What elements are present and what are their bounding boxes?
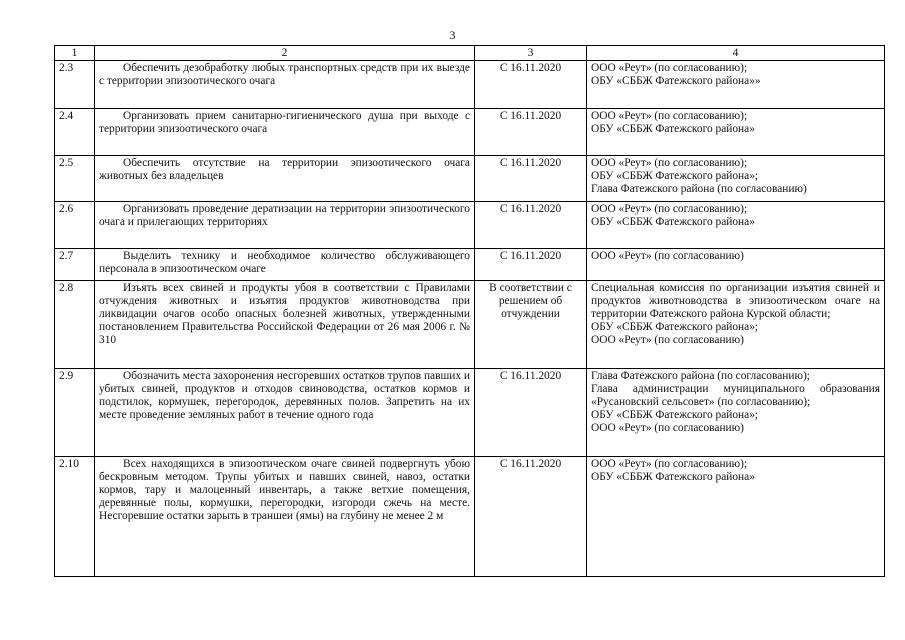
row-task: Выделить технику и необходимое количество обслуживающего персонала в эпизоотическом очаге (95, 249, 475, 281)
responsible-line: Глава Фатежского района (по согласованию); (591, 370, 810, 382)
row-responsible (587, 109, 885, 156)
row-date: С 16.11.2020 (475, 249, 587, 281)
header-cell-2: 2 (95, 46, 475, 61)
row-date: В соответствии с решением об отчуждении (475, 281, 587, 369)
responsible-line: Глава администрации муниципального образования «Русановский сельсовет» (по согласованию); (591, 382, 880, 408)
responsible-line: Специальная комиссия по организации изъятия свиней и продуктов животноводства в эпизоотическом очаге на территории Фатежского района Курской области; (591, 282, 880, 320)
responsible-line: ООО «Реут» (по согласованию) (591, 250, 744, 262)
responsible-line: ООО «Реут» (по согласованию); (591, 203, 748, 215)
row-number: 2.5 (55, 156, 95, 202)
table-row (55, 457, 885, 577)
row-date: С 16.11.2020 (475, 109, 587, 156)
responsible-line: ОБУ «СББЖ Фатежского района»; (591, 320, 759, 333)
row-responsible (587, 281, 885, 369)
row-responsible (587, 202, 885, 249)
header-cell-1: 1 (55, 46, 95, 61)
row-responsible (587, 61, 885, 109)
table-header-row (55, 46, 885, 61)
row-task: Обозначить места захоронения несгоревших остатков трупов павших и убитых свиней, продуктов и отходов свиноводства, остатков кормов и подстилок, кормушек, перегородок, деревянных полов. Запретить на их месте проведение земляных работ в течение одного года (95, 369, 475, 457)
row-number: 2.3 (55, 61, 95, 109)
row-task: Изъять всех свиней и продукты убоя в соответствии с Правилами отчуждения животных и изъятия продуктов животноводства при ликвидации очагов особо опасных болезней животных, утвержденными постановлением Правительства Российской Федерации от 26 мая 2006 г. № 310 (95, 281, 475, 369)
row-number: 2.4 (55, 109, 95, 156)
table-row (55, 109, 885, 156)
table-row (55, 281, 885, 369)
row-number: 2.6 (55, 202, 95, 249)
responsible-line: ООО «Реут» (по согласованию); (591, 458, 748, 470)
row-date: С 16.11.2020 (475, 61, 587, 109)
row-date: С 16.11.2020 (475, 369, 587, 457)
row-task: Организовать прием санитарно-гигиенического душа при выходе с территории эпизоотического очага (95, 109, 475, 156)
row-number: 2.9 (55, 369, 95, 457)
responsible-line: ОБУ «СББЖ Фатежского района» (591, 215, 755, 228)
table-row (55, 369, 885, 457)
responsible-line: ОБУ «СББЖ Фатежского района» (591, 470, 755, 483)
row-responsible (587, 369, 885, 457)
responsible-line: ОБУ «СББЖ Фатежского района»; (591, 169, 759, 182)
responsible-line: ООО «Реут» (по согласованию); (591, 110, 748, 122)
row-number: 2.10 (55, 457, 95, 577)
table-row (55, 202, 885, 249)
row-number: 2.7 (55, 249, 95, 281)
row-task: Обеспечить дезобработку любых транспортных средств при их выезде с территории эпизоотического очага (95, 61, 475, 109)
row-task: Обеспечить отсутствие на территории эпизоотического очага животных без владельцев (95, 156, 475, 202)
responsible-line: ООО «Реут» (по согласованию) (591, 421, 744, 434)
row-date: С 16.11.2020 (475, 202, 587, 249)
responsible-line: ОБУ «СББЖ Фатежского района»» (591, 74, 761, 87)
measures-table (54, 45, 885, 577)
row-responsible (587, 457, 885, 577)
responsible-line: ООО «Реут» (по согласованию); (591, 157, 748, 169)
header-cell-3: 3 (475, 46, 587, 61)
page-number: 3 (449, 28, 456, 42)
responsible-line: ОБУ «СББЖ Фатежского района» (591, 122, 755, 135)
row-task: Организовать проведение дератизации на территории эпизоотического очага и прилегающих территориях (95, 202, 475, 249)
responsible-line: Глава Фатежского района (по согласованию) (591, 182, 807, 195)
responsible-line: ОБУ «СББЖ Фатежского района»; (591, 408, 759, 421)
table-row (55, 249, 885, 281)
row-task: Всех находящихся в эпизоотическом очаге свиней подвергнуть убою бескровным методом. Трупы убитых и павших свиней, навоз, остатки кормов, тару и малоценный инвентарь, а также ветхие помещения, деревянные полы, кормушки, перегородки, изгороди сжечь на месте. Несгоревшие остатки зарыть в траншеи (ямы) на глубину не менее 2 м (95, 457, 475, 577)
row-date: С 16.11.2020 (475, 457, 587, 577)
table-row (55, 61, 885, 109)
row-number: 2.8 (55, 281, 95, 369)
row-responsible (587, 156, 885, 202)
header-cell-4: 4 (587, 46, 885, 61)
table-row (55, 156, 885, 202)
row-date: С 16.11.2020 (475, 156, 587, 202)
responsible-line: ООО «Реут» (по согласованию); (591, 62, 748, 74)
responsible-line: ООО «Реут» (по согласованию) (591, 333, 744, 346)
row-responsible (587, 249, 885, 281)
